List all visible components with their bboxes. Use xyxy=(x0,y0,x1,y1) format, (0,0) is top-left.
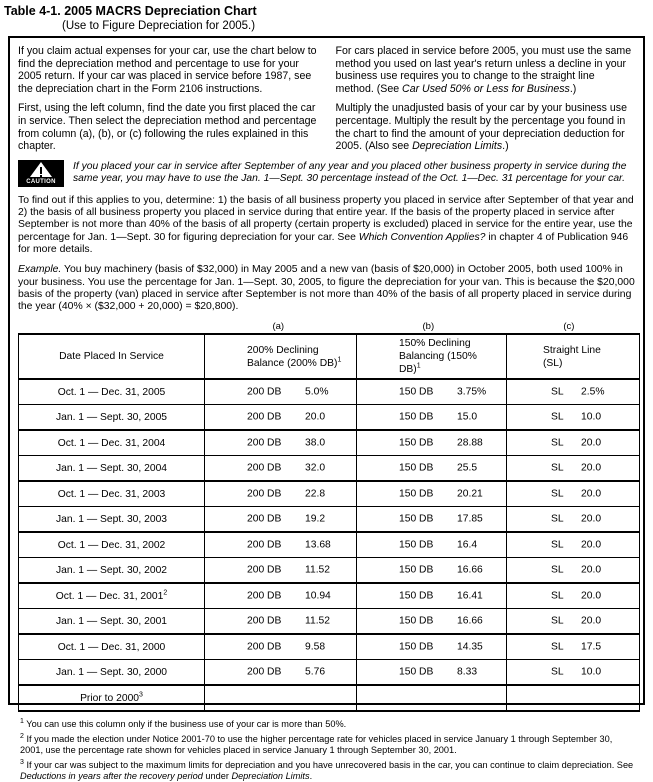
explanatory-paragraphs xyxy=(18,195,635,314)
method-label: SL xyxy=(551,615,564,627)
column-letter-c: (c) xyxy=(563,321,575,333)
date-text: Oct. 1 — Dec. 31, 2000 xyxy=(57,641,166,653)
percentage-value: 9.58 xyxy=(305,641,326,653)
table-subtitle: (Use to Figure Depreciation for 2005.) xyxy=(62,20,256,32)
cell-straight-line xyxy=(507,430,640,456)
cell-150db xyxy=(357,507,507,533)
method-label: SL xyxy=(551,386,564,398)
cell-date-placed-in-service xyxy=(19,507,205,533)
macrs-depreciation-table xyxy=(18,333,640,712)
intro-right-1-italic: Car Used 50% or Less for Business xyxy=(402,82,570,95)
cell-date-placed-in-service xyxy=(19,685,205,711)
table-row xyxy=(19,481,640,507)
column-header-150db xyxy=(357,334,507,379)
footnote-2-text: If you made the election under Notice 2001-70 to use the higher percentage rate for vehicles placed in service January 1 through September 30, 2001, use the percentage rate shown for vehicles placed in service January 1 through September 30, 2001. xyxy=(20,733,613,755)
percentage-value: 20.0 xyxy=(581,462,602,474)
cell-150db xyxy=(357,558,507,584)
table-row xyxy=(19,660,640,686)
date-text: Jan. 1 — Sept. 30, 2002 xyxy=(55,564,168,576)
cell-date-placed-in-service xyxy=(19,405,205,431)
intro-right-1-text-a: For cars placed in service before 2005, you must use the same method you used on last year's return unless a decline in your business use requires you to change to the straight line method. (See xyxy=(335,45,632,95)
column-header-200db-footnote-mark: 1 xyxy=(337,356,342,364)
method-label: 150 DB xyxy=(399,437,434,449)
method-label: 150 DB xyxy=(399,615,434,627)
column-header-150db-footnote-mark: 1 xyxy=(416,363,421,370)
cell-150db xyxy=(357,583,507,609)
method-label: 150 DB xyxy=(399,590,434,602)
method-label: 150 DB xyxy=(399,564,434,576)
percentage-value: 20.0 xyxy=(581,615,602,627)
footnote-2 xyxy=(20,734,635,756)
intro-right-2-italic: Depreciation Limits xyxy=(412,140,503,153)
cell-200db xyxy=(205,405,357,431)
percentage-value: 32.0 xyxy=(305,462,326,474)
intro-left-paragraph-1: If you claim actual expenses for your car, use the chart below to find the depreciation method and percentage to use for your 2005 return. If your car was placed in service before 1987, see the depreciation chart in the Form 2106 instructions. xyxy=(18,45,317,95)
percentage-value: 20.0 xyxy=(305,411,326,423)
intro-right-1-text-b: .) xyxy=(569,82,577,95)
method-label: SL xyxy=(551,488,564,500)
cell-150db xyxy=(357,379,507,405)
column-header-straight-line xyxy=(507,334,640,379)
table-header-row xyxy=(19,334,640,379)
percentage-value: 16.66 xyxy=(457,615,483,627)
cell-200db xyxy=(205,558,357,584)
intro-right-paragraph-2 xyxy=(336,102,636,152)
cell-150db xyxy=(357,685,507,711)
table-row xyxy=(19,405,640,431)
percentage-value: 38.0 xyxy=(305,437,326,449)
footnote-3-mark: 3 xyxy=(20,758,24,766)
table-row xyxy=(19,634,640,660)
date-text: Jan. 1 — Sept. 30, 2000 xyxy=(55,666,168,678)
percentage-value: 28.88 xyxy=(457,437,483,449)
percentage-value: 2.5% xyxy=(581,386,605,398)
percentage-value: 16.66 xyxy=(457,564,483,576)
cell-200db xyxy=(205,532,357,558)
method-label: 200 DB xyxy=(247,488,282,500)
column-letter-blank xyxy=(18,321,203,332)
page-title xyxy=(4,4,653,19)
method-label: 200 DB xyxy=(247,539,282,551)
table-row xyxy=(19,532,640,558)
cell-straight-line xyxy=(507,685,640,711)
intro-right-2-text-b: .) xyxy=(502,140,509,153)
cell-150db xyxy=(357,660,507,686)
method-label: SL xyxy=(551,462,564,474)
percentage-value: 19.2 xyxy=(305,513,326,525)
cell-date-placed-in-service xyxy=(19,379,205,405)
method-label: 150 DB xyxy=(399,513,434,525)
cell-150db xyxy=(357,532,507,558)
percentage-value: 20.0 xyxy=(581,437,602,449)
column-header-200db-line1: 200% Declining xyxy=(247,344,319,356)
column-header-150db-line1: 150% Declining xyxy=(399,338,471,350)
footnotes xyxy=(18,719,635,782)
cell-150db xyxy=(357,405,507,431)
date-text: Oct. 1 — Dec. 31, 2004 xyxy=(57,437,166,449)
cell-straight-line xyxy=(507,634,640,660)
example-label: Example. xyxy=(18,264,62,276)
cell-straight-line xyxy=(507,481,640,507)
percentage-value: 20.0 xyxy=(581,590,602,602)
method-label: 150 DB xyxy=(399,488,434,500)
method-label: 150 DB xyxy=(399,386,434,398)
percentage-value: 11.52 xyxy=(305,615,331,627)
date-text: Oct. 1 — Dec. 31, 2002 xyxy=(57,539,166,551)
cell-straight-line xyxy=(507,532,640,558)
column-header-sl-line2: (SL) xyxy=(543,357,563,369)
example-paragraph xyxy=(18,264,635,313)
column-letter-b: (b) xyxy=(422,321,435,333)
caution-notice xyxy=(18,160,635,187)
table-row xyxy=(19,685,640,711)
intro-right-2-text-a: Multiply the unadjusted basis of your car by your business use percentage. Multiply the result by the percentage you found in the chart to find the amount of your depreciation deduction for 2005. (Also see xyxy=(335,102,627,153)
cell-straight-line xyxy=(507,558,640,584)
percentage-value: 17.5 xyxy=(581,641,602,653)
column-letter-a: (a) xyxy=(272,321,285,333)
method-label: SL xyxy=(551,590,564,602)
cell-date-placed-in-service xyxy=(19,481,205,507)
intro-left-paragraph-2: First, using the left column, find the date you first placed the car in service. Then select the depreciation method and percentage from column (a), (b), or (c) following the rules explained in this chapter. xyxy=(18,102,317,153)
date-text: Prior to 2000 xyxy=(80,692,140,704)
convention-italic-reference: Which Convention Applies? xyxy=(358,231,486,243)
column-header-200db-line2-text: Balance (200% DB) xyxy=(247,357,338,369)
intro-right-paragraph-1 xyxy=(336,45,636,95)
percentage-value: 17.85 xyxy=(457,513,483,525)
cell-straight-line xyxy=(507,583,640,609)
footnote-3-italic-1: Deductions in years after the recovery period xyxy=(20,770,203,781)
column-header-200db xyxy=(205,334,357,379)
content-frame xyxy=(8,36,645,781)
caution-icon xyxy=(18,160,64,187)
cell-date-placed-in-service xyxy=(19,583,205,609)
table-row xyxy=(19,558,640,584)
percentage-value: 15.0 xyxy=(457,411,478,423)
method-label: 200 DB xyxy=(247,437,282,449)
cell-200db xyxy=(205,660,357,686)
date-text: Jan. 1 — Sept. 30, 2003 xyxy=(55,513,168,525)
method-label: 200 DB xyxy=(247,462,282,474)
method-label: SL xyxy=(551,641,564,653)
date-text: Oct. 1 — Dec. 31, 2005 xyxy=(57,386,166,398)
percentage-value: 10.0 xyxy=(581,411,602,423)
cell-200db xyxy=(205,430,357,456)
method-label: SL xyxy=(551,539,564,551)
date-text: Jan. 1 — Sept. 30, 2001 xyxy=(55,615,168,627)
footnote-3-italic-2: Depreciation Limits xyxy=(231,770,310,781)
table-header xyxy=(19,334,640,379)
method-label: 200 DB xyxy=(247,590,282,602)
cell-straight-line xyxy=(507,609,640,635)
caution-text: If you placed your car in service after September of any year and you placed other business property in service during the same year, you may have to use the Jan. 1—Sept. 30 percentage instead of the Oct. 1—Dec. 31 percentage for your car. xyxy=(73,160,627,185)
percentage-value: 8.33 xyxy=(457,666,478,678)
cell-200db xyxy=(205,481,357,507)
convention-text-a: To find out if this applies to you, determine: 1) the basis of all business property you placed in service after September of that year and 2) the basis of all business property you placed in service during that entire year. If the basis of the property placed in service after September is not more than 40% of the basis of all property (certain property is excluded) placed in service for the entire year, use the percentage for Jan. 1—Sept. 30 for figuring depreciation for your car. See xyxy=(18,194,634,243)
method-label: 150 DB xyxy=(399,539,434,551)
cell-200db xyxy=(205,634,357,660)
method-label: 200 DB xyxy=(247,564,282,576)
percentage-value: 11.52 xyxy=(305,564,331,576)
percentage-value: 13.68 xyxy=(305,539,331,551)
percentage-value: 20.0 xyxy=(581,539,602,551)
cell-date-placed-in-service xyxy=(19,456,205,482)
percentage-value: 10.0 xyxy=(581,666,602,678)
percentage-value: 25.5 xyxy=(457,462,478,474)
percentage-value: 3.75% xyxy=(457,386,487,398)
convention-paragraph xyxy=(18,195,635,256)
percentage-value: 5.0% xyxy=(305,386,329,398)
cell-straight-line xyxy=(507,660,640,686)
table-row xyxy=(19,456,640,482)
footnote-1-mark: 1 xyxy=(20,717,24,725)
cell-date-placed-in-service xyxy=(19,634,205,660)
table-row xyxy=(19,430,640,456)
footnote-3 xyxy=(20,760,635,782)
method-label: SL xyxy=(551,411,564,423)
convention-text-b: in chapter 4 of Publication 946 for more details. xyxy=(18,231,629,255)
date-text: Oct. 1 — Dec. 31, 2001 xyxy=(55,590,164,602)
caution-exclamation-bar xyxy=(40,167,42,174)
cell-straight-line xyxy=(507,507,640,533)
cell-200db xyxy=(205,507,357,533)
percentage-value: 14.35 xyxy=(457,641,483,653)
date-text: Jan. 1 — Sept. 30, 2004 xyxy=(55,462,168,474)
method-label: 150 DB xyxy=(399,411,434,423)
table-number: Table 4-1. xyxy=(4,4,61,18)
footnote-1-text: You can use this column only if the business use of your car is more than 50%. xyxy=(26,718,347,729)
footnote-3-text-a: If your car was subject to the maximum limits for depreciation and you have unrecovered basis in the car, you can continue to claim depreciation. See xyxy=(26,759,634,770)
intro-column-right xyxy=(336,45,636,153)
footnote-1 xyxy=(20,719,635,730)
table-row xyxy=(19,583,640,609)
footnote-3-text-b: under xyxy=(202,770,232,781)
column-header-200db-line2 xyxy=(247,357,350,370)
cell-150db xyxy=(357,481,507,507)
method-label: 150 DB xyxy=(399,641,434,653)
cell-150db xyxy=(357,634,507,660)
intro-column-left xyxy=(18,45,318,153)
column-group-letters xyxy=(18,321,635,332)
percentage-value: 22.8 xyxy=(305,488,326,500)
method-label: SL xyxy=(551,564,564,576)
cell-150db xyxy=(357,609,507,635)
table-body xyxy=(19,379,640,711)
method-label: 200 DB xyxy=(247,615,282,627)
percentage-value: 20.0 xyxy=(581,564,602,576)
percentage-value: 20.21 xyxy=(457,488,483,500)
cell-date-placed-in-service xyxy=(19,430,205,456)
column-header-150db-line2 xyxy=(399,350,500,376)
cell-date-placed-in-service xyxy=(19,558,205,584)
cell-straight-line xyxy=(507,405,640,431)
caution-icon-label: CAUTION xyxy=(26,178,56,185)
cell-200db xyxy=(205,583,357,609)
method-label: SL xyxy=(551,437,564,449)
column-header-date: Date Placed In Service xyxy=(19,334,205,379)
percentage-value: 16.4 xyxy=(457,539,478,551)
method-label: 150 DB xyxy=(399,462,434,474)
cell-date-placed-in-service xyxy=(19,532,205,558)
percentage-value: 20.0 xyxy=(581,513,602,525)
cell-150db xyxy=(357,456,507,482)
column-header-sl-line1: Straight Line xyxy=(543,344,601,356)
table-row xyxy=(19,379,640,405)
cell-200db xyxy=(205,685,357,711)
method-label: SL xyxy=(551,666,564,678)
cell-200db xyxy=(205,379,357,405)
method-label: 200 DB xyxy=(247,386,282,398)
date-footnote-mark: 2 xyxy=(163,589,168,597)
cell-200db xyxy=(205,456,357,482)
table-title-text: 2005 MACRS Depreciation Chart xyxy=(64,4,257,18)
cell-150db xyxy=(357,430,507,456)
cell-straight-line xyxy=(507,456,640,482)
method-label: 150 DB xyxy=(399,666,434,678)
percentage-value: 10.94 xyxy=(305,590,331,602)
method-label: 200 DB xyxy=(247,666,282,678)
date-footnote-mark: 3 xyxy=(139,691,143,699)
method-label: SL xyxy=(551,513,564,525)
intro-columns xyxy=(18,45,635,153)
table-row xyxy=(19,507,640,533)
table-row xyxy=(19,609,640,635)
method-label: 200 DB xyxy=(247,641,282,653)
percentage-value: 20.0 xyxy=(581,488,602,500)
method-label: 200 DB xyxy=(247,411,282,423)
example-text: You buy machinery (basis of $32,000) in May 2005 and a new van (basis of $20,000) in October 2005, both used 100% in your business. You use the percentage for Jan. 1—Sept. 30, 2005, to figure the depreciation for your van. This is because the $20,000 basis of the property (van) placed in service after September is not more than 40% of the basis of all property placed in service during the year (40% × ($32,000 + 20,000) = $20,800). xyxy=(18,264,635,313)
title-block xyxy=(0,0,653,36)
percentage-value: 16.41 xyxy=(457,590,483,602)
percentage-value: 5.76 xyxy=(305,666,326,678)
cell-date-placed-in-service xyxy=(19,660,205,686)
footnote-3-text-c: . xyxy=(309,770,313,781)
column-header-150db-line2-text: Balancing (150% DB) xyxy=(399,351,477,376)
cell-straight-line xyxy=(507,379,640,405)
date-text: Oct. 1 — Dec. 31, 2003 xyxy=(57,488,166,500)
caution-exclamation-dot xyxy=(40,175,42,177)
date-text: Jan. 1 — Sept. 30, 2005 xyxy=(55,411,168,423)
cell-date-placed-in-service xyxy=(19,609,205,635)
method-label: 200 DB xyxy=(247,513,282,525)
cell-200db xyxy=(205,609,357,635)
footnote-2-mark: 2 xyxy=(20,732,24,740)
